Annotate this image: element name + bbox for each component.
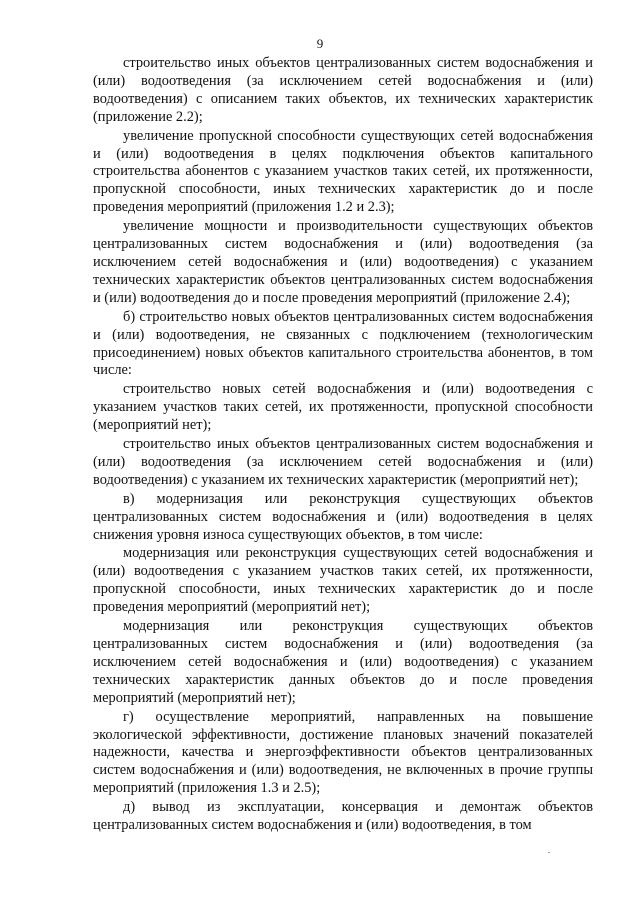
- paragraph: в) модернизация или реконструкция существующих объектов централизованных систем водоснабжения и (или) водоотведения в целях снижения уровня износа существующих объектов, в том числе:: [93, 490, 593, 543]
- paragraph: увеличение мощности и производительности существующих объектов централизованных систем водоснабжения и (или) водоотведения (за исключением сетей водоснабжения и (или) водоотведения) с указанием технических характеристик объектов централизованных систем водоснабжения и (или) водоотведения до и после проведения мероприятий (приложение 2.4);: [93, 218, 593, 306]
- paragraph: строительство иных объектов централизованных систем водоснабжения и (или) водоотведения (за исключением сетей водоснабжения и (или) водоотведения) с описанием таких объектов, их технических характеристик (приложение 2.2);: [93, 55, 593, 125]
- paragraph: строительство иных объектов централизованных систем водоснабжения и (или) водоотведения (за исключением сетей водоснабжения и (или) водоотведения) с указанием их технических характеристик (мероприятий нет);: [93, 436, 593, 488]
- paragraph: строительство новых сетей водоснабжения и (или) водоотведения с указанием участков таких сетей, их протяженности, пропускной способности (мероприятий нет);: [93, 381, 593, 434]
- paragraph: модернизация или реконструкция существующих сетей водоснабжения и (или) водоотведения с указанием участков таких сетей, их протяженности, пропускной способности, иных технических характеристик до и после проведения мероприятий (мероприятий нет);: [93, 545, 593, 616]
- paragraph: д) вывод из эксплуатации, консервация и демонтаж объектов централизованных систем водоснабжения и (или) водоотведения, в том: [93, 799, 593, 834]
- document-body: [93, 55, 593, 835]
- paragraph: увеличение пропускной способности существующих сетей водоснабжения и (или) водоотведения в целях подключения объектов капитального строительства абонентов с указанием участков таких сетей, их протяженности, пропускной способности, иных технических характеристик до и после проведения мероприятий (приложения 1.2 и 2.3);: [93, 127, 593, 216]
- paragraph: модернизация или реконструкция существующих объектов централизованных систем водоснабжения и (или) водоотведения (за исключением сетей водоснабжения и (или) водоотведения) с указанием технических характеристик данных объектов до и после проведения мероприятий (мероприятий нет);: [93, 618, 593, 706]
- scan-speck: [548, 852, 550, 853]
- page-number: 9: [316, 36, 324, 51]
- paragraph: б) строительство новых объектов централизованных систем водоснабжения и (или) водоотведения, не связанных с подключением (технологическим присоединением) новых объектов капитального строительства абонентов, в том числе:: [93, 308, 593, 379]
- paragraph: г) осуществление мероприятий, направленных на повышение экологической эффективности, достижение плановых значений показателей надежности, качества и энергоэффективности объектов централизованных систем водоснабжения и (или) водоотведения, не включенных в прочие группы мероприятий (приложения 1.3 и 2.5);: [93, 708, 593, 797]
